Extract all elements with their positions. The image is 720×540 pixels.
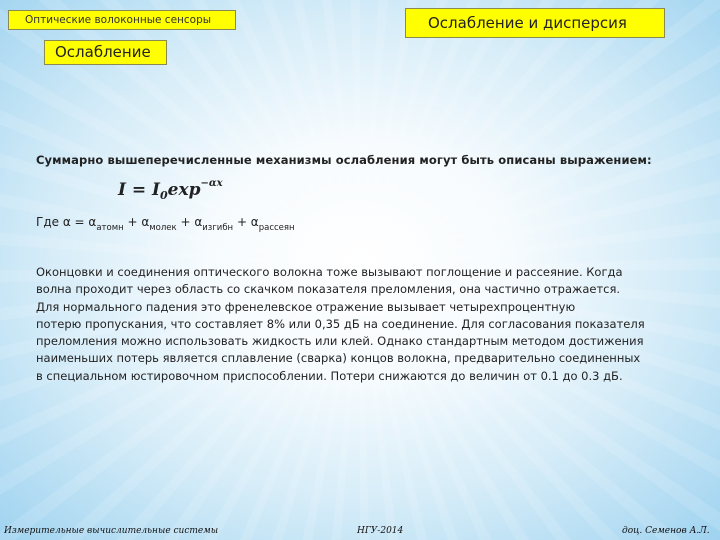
alpha-sub-molecular: молек: [149, 223, 177, 233]
footer-course: Измерительные вычислительные системы: [4, 526, 219, 536]
alpha-sub-bending: изгибн: [202, 223, 234, 233]
alpha-prefix: Где α = α: [36, 215, 97, 229]
attenuation-formula: [118, 178, 223, 202]
alpha-definition: [36, 215, 295, 233]
body-paragraph: [36, 264, 686, 385]
footer-author: доц. Семенов А.Л.: [622, 526, 710, 536]
footer-university: НГУ-2014: [357, 526, 404, 536]
alpha-sub-atomic: атомн: [96, 223, 124, 233]
section-title: Ослабление: [44, 40, 167, 65]
paragraph-line: в специальном юстировочном приспособлении. Потери снижаются до величин от 0.1 до 0.3 дБ.: [36, 368, 623, 383]
paragraph-line: волна проходит через область со скачком показателя преломления, она частично отражается.: [36, 282, 621, 297]
alpha-sub-scattering: рассеян: [258, 223, 295, 233]
paragraph-line: Для нормального падения это френелевское отражение вызывает четырехпроцентную: [36, 299, 576, 314]
formula-exp: exp: [167, 180, 201, 200]
formula-subscript: 0: [160, 189, 168, 202]
paragraph-line: преломления можно использовать жидкость или клей. Однако стандартным методом достижения: [36, 334, 644, 349]
intro-text: Суммарно вышеперечисленные механизмы ослабления могут быть описаны выражением:: [36, 153, 652, 167]
slide-title: Ослабление и дисперсия: [405, 8, 665, 38]
formula-lhs: I = I: [118, 180, 160, 200]
alpha-plus-3: + α: [233, 215, 259, 229]
course-title-label: Оптические волоконные сенсоры: [8, 10, 236, 30]
formula-exponent: −αx: [200, 178, 223, 189]
paragraph-line: Оконцовки и соединения оптического волокна тоже вызывают поглощение и рассеяние. Когда: [36, 265, 623, 279]
alpha-plus-2: + α: [176, 215, 203, 229]
paragraph-line: наименьших потерь является сплавление (сварка) концов волокна, предварительно соединенных: [36, 351, 641, 366]
paragraph-line: потерю пропускания, что составляет 8% или 0,35 дБ на соединение. Для согласования показателя: [36, 316, 645, 331]
alpha-plus-1: + α: [123, 215, 150, 229]
